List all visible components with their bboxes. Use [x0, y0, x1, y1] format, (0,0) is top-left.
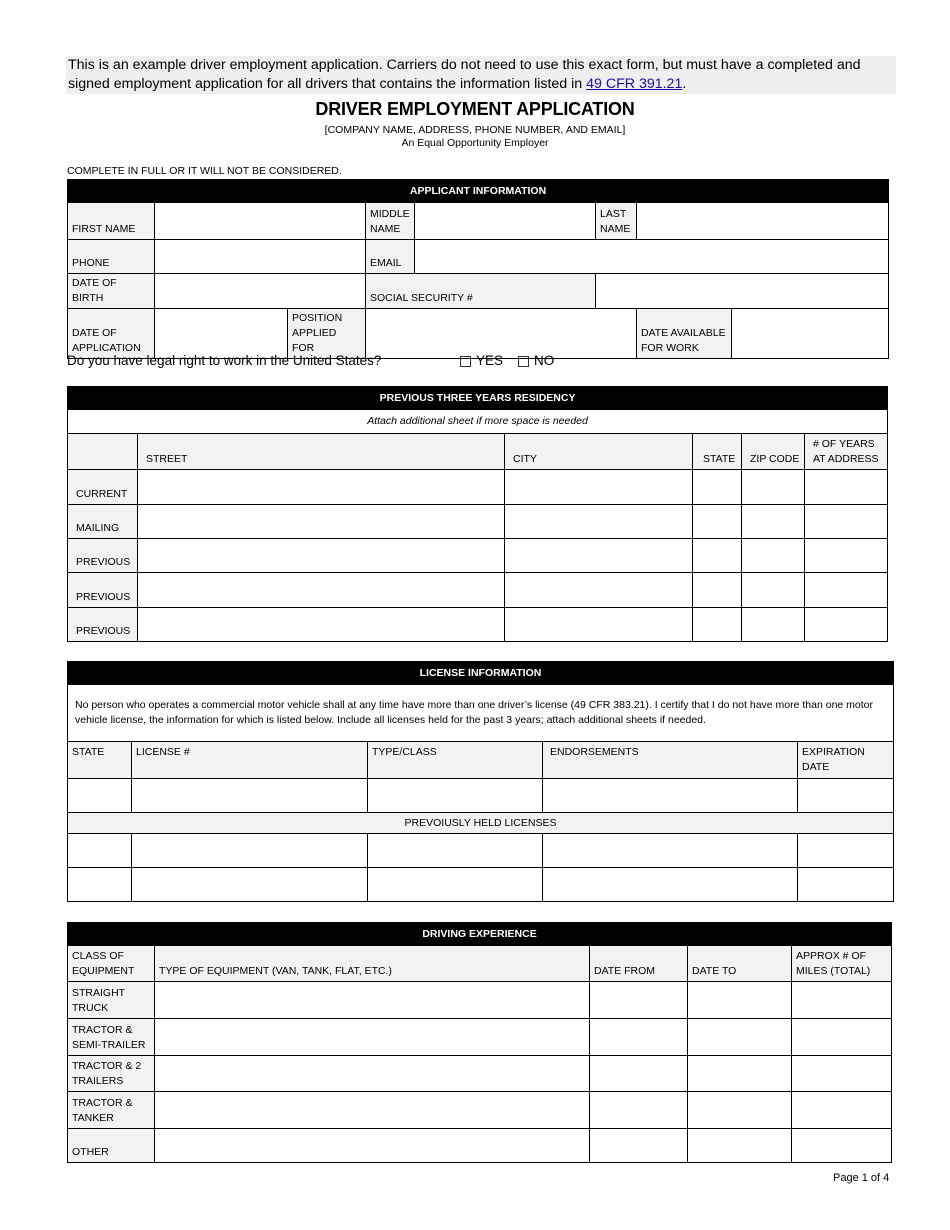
expiration-date-field[interactable] — [798, 834, 894, 868]
yes-checkbox[interactable] — [460, 356, 471, 367]
equipment-class-label: TRACTOR & 2 TRAILERS — [68, 1056, 155, 1092]
table-row — [68, 868, 894, 902]
state-field[interactable] — [693, 608, 742, 642]
date-from-field[interactable] — [590, 1129, 688, 1163]
years-field[interactable] — [805, 608, 888, 642]
ssn-label: SOCIAL SECURITY # — [370, 292, 473, 304]
license-heading: LICENSE INFORMATION — [68, 662, 894, 685]
city-field[interactable] — [505, 573, 693, 608]
phone-label: PHONE — [68, 240, 155, 274]
date-to-field[interactable] — [688, 982, 792, 1019]
legal-right-question: Do you have legal right to work in the United States? — [67, 353, 382, 368]
email-field[interactable] — [415, 240, 889, 274]
residency-row-label: PREVIOUS — [68, 573, 138, 608]
table-row — [68, 1092, 892, 1129]
street-column-header: STREET — [138, 434, 505, 470]
intro-text-end: . — [682, 76, 687, 92]
zip-field[interactable] — [742, 470, 805, 505]
city-column-header: CITY — [505, 434, 693, 470]
street-field[interactable] — [138, 505, 505, 539]
previously-held-licenses-heading: PREVOIUSLY HELD LICENSES — [68, 813, 894, 834]
residency-heading: PREVIOUS THREE YEARS RESIDENCY — [68, 387, 888, 410]
years-field[interactable] — [805, 539, 888, 573]
residency-row-label: CURRENT — [68, 470, 138, 505]
position-applied-label: POSITION APPLIED FOR — [288, 309, 366, 359]
table-row — [68, 1129, 892, 1163]
license-state-field[interactable] — [68, 834, 132, 868]
state-field[interactable] — [693, 573, 742, 608]
eeo-line: An Equal Opportunity Employer — [401, 137, 549, 149]
endorsements-field[interactable] — [543, 868, 798, 902]
table-row — [68, 573, 888, 608]
company-line: [COMPANY NAME, ADDRESS, PHONE NUMBER, AND EMAIL] — [324, 124, 626, 136]
table-row — [68, 779, 894, 813]
type-class-field[interactable] — [368, 779, 543, 813]
expiration-date-field[interactable] — [798, 779, 894, 813]
date-from-column-header: DATE FROM — [590, 946, 688, 982]
intro-notice — [66, 56, 896, 94]
approx-miles-column-header: APPROX # OF MILES (TOTAL) — [792, 946, 892, 982]
type-of-equipment-column-header: TYPE OF EQUIPMENT (VAN, TANK, FLAT, ETC.) — [155, 946, 590, 982]
equipment-type-field[interactable] — [155, 982, 590, 1019]
date-from-field[interactable] — [590, 1056, 688, 1092]
endorsements-column-header: ENDORSEMENTS — [543, 742, 798, 779]
expiration-date-column-header: EXPIRATION DATE — [798, 742, 894, 779]
phone-field[interactable] — [155, 240, 366, 274]
last-name-label: LAST NAME — [596, 203, 637, 240]
miles-field[interactable] — [792, 1019, 892, 1056]
street-field[interactable] — [138, 573, 505, 608]
date-from-field[interactable] — [590, 982, 688, 1019]
residency-note: Attach additional sheet if more space is needed — [68, 410, 888, 434]
state-field[interactable] — [693, 539, 742, 573]
no-option[interactable] — [518, 352, 554, 370]
residency-row-label: MAILING — [68, 505, 138, 539]
zip-field[interactable] — [742, 573, 805, 608]
miles-field[interactable] — [792, 1092, 892, 1129]
license-state-column-header: STATE — [68, 742, 132, 779]
street-field[interactable] — [138, 608, 505, 642]
license-number-field[interactable] — [132, 868, 368, 902]
applicant-information-table — [67, 179, 889, 359]
date-to-field[interactable] — [688, 1019, 792, 1056]
equipment-class-label: TRACTOR & TANKER — [68, 1092, 155, 1129]
driving-experience-table — [67, 922, 892, 1163]
equipment-type-field[interactable] — [155, 1056, 590, 1092]
years-field[interactable] — [805, 573, 888, 608]
position-applied-field[interactable] — [366, 309, 637, 359]
date-of-application-field[interactable] — [155, 309, 288, 359]
zip-column-header: ZIP CODE — [742, 434, 805, 470]
equipment-class-label: TRACTOR & SEMI-TRAILER — [68, 1019, 155, 1056]
type-class-field[interactable] — [368, 868, 543, 902]
table-row — [68, 608, 888, 642]
equipment-type-field[interactable] — [155, 1019, 590, 1056]
table-row — [68, 982, 892, 1019]
license-number-column-header: LICENSE # — [132, 742, 368, 779]
miles-field[interactable] — [792, 1056, 892, 1092]
state-column-header: STATE — [693, 434, 742, 470]
city-field[interactable] — [505, 505, 693, 539]
last-name-field[interactable] — [637, 203, 889, 240]
cfr-391-21-link[interactable]: 49 CFR 391.21 — [586, 76, 683, 92]
ssn-label-cell — [366, 274, 596, 309]
expiration-date-field[interactable] — [798, 868, 894, 902]
page-title: DRIVER EMPLOYMENT APPLICATION — [315, 99, 635, 119]
date-to-field[interactable] — [688, 1056, 792, 1092]
yes-option[interactable] — [460, 352, 503, 370]
license-number-field[interactable] — [132, 779, 368, 813]
miles-field[interactable] — [792, 1129, 892, 1163]
ssn-field[interactable] — [596, 274, 889, 309]
table-row — [68, 505, 888, 539]
yes-label: YES — [476, 353, 504, 368]
equipment-class-label: OTHER — [68, 1129, 155, 1163]
date-to-column-header: DATE TO — [688, 946, 792, 982]
date-to-field[interactable] — [688, 1092, 792, 1129]
street-field[interactable] — [138, 539, 505, 573]
street-field[interactable] — [138, 470, 505, 505]
license-number-field[interactable] — [132, 834, 368, 868]
middle-name-field[interactable] — [415, 203, 596, 240]
date-from-field[interactable] — [590, 1092, 688, 1129]
license-certification-text: No person who operates a commercial motor vehicle shall at any time have more than one driver’s license (49 CFR 383.21). I certify that I do not have more than one motor vehicle license, the information for which is listed below. Include all licenses held for the past 3 years; attach additional sheets if needed. — [68, 685, 894, 742]
equipment-class-label: STRAIGHT TRUCK — [68, 982, 155, 1019]
applicant-information-heading: APPLICANT INFORMATION — [68, 180, 889, 203]
endorsements-field[interactable] — [543, 834, 798, 868]
residency-table — [67, 386, 888, 642]
date-available-field[interactable] — [732, 309, 889, 359]
email-label: EMAIL — [366, 240, 415, 274]
date-of-birth-label: DATE OF BIRTH — [68, 274, 155, 309]
city-field[interactable] — [505, 539, 693, 573]
date-available-label: DATE AVAILABLE FOR WORK — [637, 309, 732, 359]
first-name-field[interactable] — [155, 203, 366, 240]
zip-field[interactable] — [742, 505, 805, 539]
class-of-equipment-column-header: CLASS OF EQUIPMENT — [68, 946, 155, 982]
date-of-birth-field[interactable] — [155, 274, 366, 309]
first-name-label: FIRST NAME — [68, 203, 155, 240]
company-info — [0, 124, 950, 150]
residency-row-label: PREVIOUS — [68, 608, 138, 642]
license-state-field[interactable] — [68, 868, 132, 902]
table-row — [68, 539, 888, 573]
miles-field[interactable] — [792, 982, 892, 1019]
complete-note: COMPLETE IN FULL OR IT WILL NOT BE CONSIDERED. — [67, 165, 342, 177]
license-table — [67, 661, 894, 902]
years-field[interactable] — [805, 470, 888, 505]
type-class-field[interactable] — [368, 834, 543, 868]
state-field[interactable] — [693, 505, 742, 539]
intro-text: This is an example driver employment application. Carriers do not need to use this exact form, but must have a completed and signed employment application for all drivers that contains the information listed in — [68, 57, 861, 92]
years-at-address-column-header: # OF YEARS AT ADDRESS — [805, 434, 888, 470]
zip-field[interactable] — [742, 608, 805, 642]
no-checkbox[interactable] — [518, 356, 529, 367]
legal-right-to-work — [67, 352, 897, 372]
endorsements-field[interactable] — [543, 779, 798, 813]
equipment-type-field[interactable] — [155, 1092, 590, 1129]
date-of-application-label: DATE OF APPLICATION — [68, 309, 155, 359]
middle-name-label: MIDDLE NAME — [366, 203, 415, 240]
table-row — [68, 834, 894, 868]
no-label: NO — [534, 353, 555, 368]
table-row — [68, 470, 888, 505]
date-to-field[interactable] — [688, 1129, 792, 1163]
type-class-column-header: TYPE/CLASS — [368, 742, 543, 779]
residency-corner-cell — [68, 434, 138, 470]
zip-field[interactable] — [742, 539, 805, 573]
state-field[interactable] — [693, 470, 742, 505]
driving-experience-heading: DRIVING EXPERIENCE — [68, 923, 892, 946]
table-row — [68, 1056, 892, 1092]
table-row — [68, 1019, 892, 1056]
page-number: Page 1 of 4 — [833, 1172, 890, 1184]
date-from-field[interactable] — [590, 1019, 688, 1056]
license-state-field[interactable] — [68, 779, 132, 813]
years-field[interactable] — [805, 505, 888, 539]
equipment-type-field[interactable] — [155, 1129, 590, 1163]
city-field[interactable] — [505, 470, 693, 505]
city-field[interactable] — [505, 608, 693, 642]
residency-row-label: PREVIOUS — [68, 539, 138, 573]
